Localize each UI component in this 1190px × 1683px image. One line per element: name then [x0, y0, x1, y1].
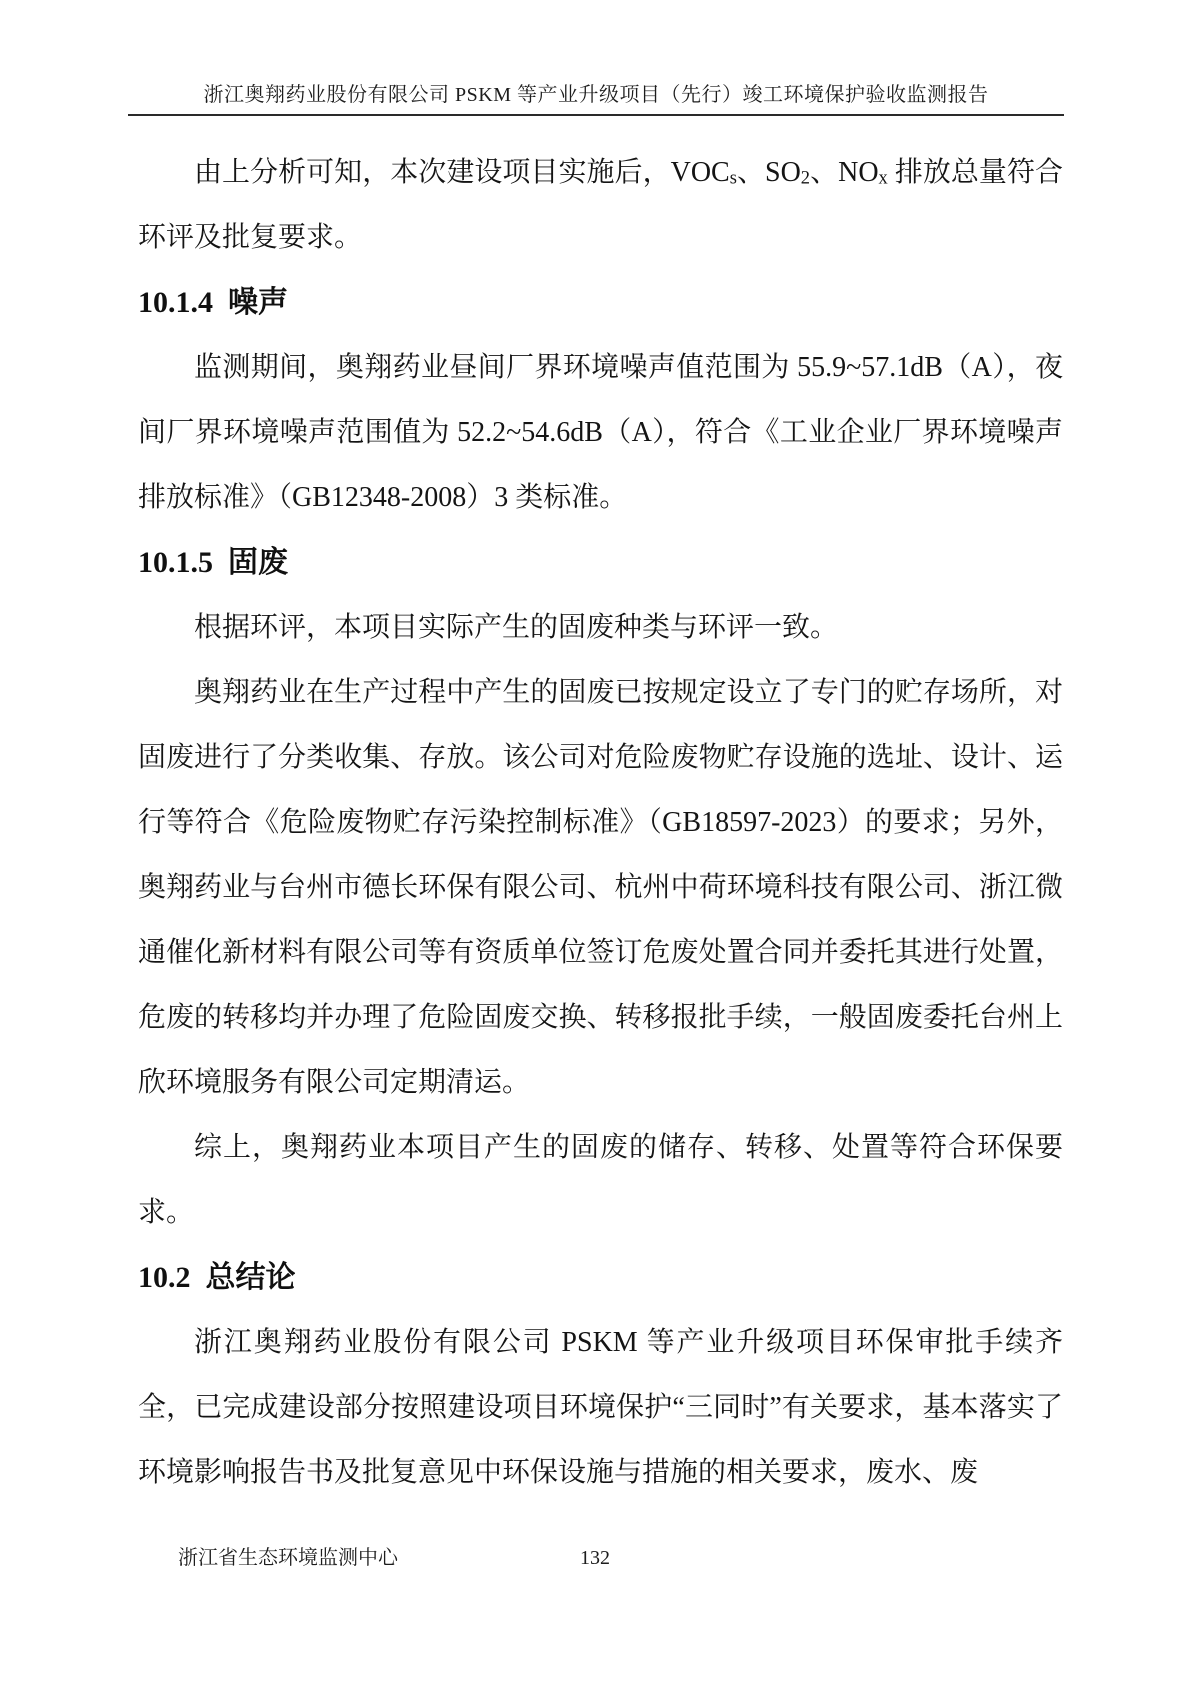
para-noise: 监测期间，奥翔药业昼间厂界环境噪声值范围为 55.9~57.1dB（A），夜间厂界环境噪声范围值为 52.2~54.6dB（A），符合《工业企业厂界环境噪声排放标准》（GB12348-2008）3 类标准。 [138, 352, 1063, 513]
heading-solid-waste-label: 固废 [228, 546, 288, 579]
para-solid-waste-management: 奥翔药业在生产过程中产生的固废已按规定设立了专门的贮存场所，对固废进行了分类收集、存放。该公司对危险废物贮存设施的选址、设计、运行等符合《危险废物贮存污染控制标准》（GB18597-2023）的要求；另外，奥翔药业与台州市德长环保有限公司、杭州中荷环境科技有限公司、浙江微通催化新材料有限公司等有资质单位签订危废处置合同并委托其进行处置，危废的转移均并办理了危险固废交换、转移报批手续，一般固废委托台州上欣环境服务有限公司定期清运。 [138, 677, 1063, 1098]
footer-organization: 浙江省生态环境监测中心 [178, 1547, 398, 1569]
header-title: 浙江奥翔药业股份有限公司 PSKM 等产业升级项目（先行）竣工环境保护验收监测报告 [203, 84, 989, 106]
heading-solid-waste-number: 10.1.5 [138, 546, 213, 579]
document-body [138, 140, 1063, 1505]
heading-noise-label: 噪声 [228, 286, 288, 319]
heading-noise [138, 270, 1063, 335]
para-emission-summary: 由上分析可知，本次建设项目实施后，$VOC_s$、$SO_2$、$NO_x$ 排放总量符合环评及批复要求。 [138, 157, 1063, 253]
heading-solid-waste [138, 530, 1063, 595]
para-solid-waste-types: 根据环评，本项目实际产生的固废种类与环评一致。 [194, 612, 839, 643]
para-solid-waste-summary: 综上，奥翔药业本项目产生的固废的储存、转移、处置等符合环保要求。 [138, 1132, 1063, 1228]
page-header [128, 0, 1064, 116]
heading-overall-conclusion-number: 10.2 [138, 1261, 191, 1294]
para-overall-conclusion: 浙江奥翔药业股份有限公司 PSKM 等产业升级项目环保审批手续齐全，已完成建设部分按照建设项目环境保护“三同时”有关要求，基本落实了环境影响报告书及批复意见中环保设施与措施的相关要求，废水、废 [138, 1327, 1063, 1488]
heading-overall-conclusion [138, 1245, 1063, 1310]
heading-overall-conclusion-label: 总结论 [205, 1261, 296, 1294]
page-number: 132 [580, 1547, 610, 1569]
heading-noise-number: 10.1.4 [138, 286, 213, 319]
